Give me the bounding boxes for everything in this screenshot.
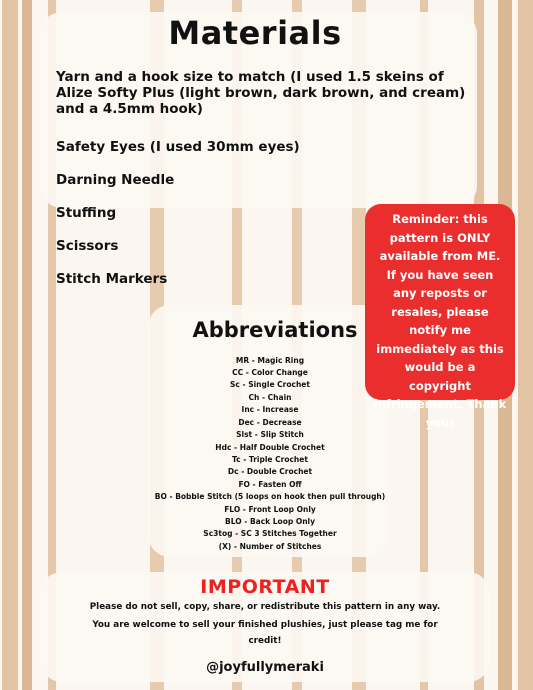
material-stitch-markers: Stitch Markers — [56, 271, 168, 287]
abbreviation-item: (X) - Number of Stitches — [218, 542, 322, 551]
materials-title: Materials — [168, 14, 342, 52]
social-handle: @joyfullymeraki — [206, 660, 324, 675]
abbreviation-item: Dec - Decrease — [238, 418, 302, 427]
abbreviation-item: Sc3tog - SC 3 Stitches Together — [203, 529, 337, 538]
material-safety-eyes: Safety Eyes (I used 30mm eyes) — [56, 139, 300, 155]
abbreviation-item: Tc - Triple Crochet — [232, 455, 308, 464]
abbreviations-title: Abbreviations — [192, 318, 358, 342]
abbreviation-item: FO - Fasten Off — [238, 480, 302, 489]
important-title: IMPORTANT — [200, 576, 330, 598]
abbreviation-item: CC - Color Change — [232, 368, 308, 377]
important-line-2: You are welcome to sell your finished plushies, just please tag me for — [92, 620, 438, 630]
important-line-1: Please do not sell, copy, share, or redistribute this pattern in any way. — [89, 602, 441, 612]
important-line-3: credit! — [248, 636, 282, 646]
abbreviation-item: Inc - Increase — [241, 405, 299, 414]
abbreviation-item: MR - Magic Ring — [235, 356, 305, 365]
abbreviation-item: FLO - Front Loop Only — [224, 505, 316, 514]
material-yarn: Yarn and a hook size to match (I used 1.5 skeins of Alize Softy Plus (light brown, dark brown, and cream) and a 4.5mm hook) — [56, 69, 466, 117]
reminder-text: Reminder: this pattern is ONLY available from ME. If you have seen any reposts or resales, please notify me immediately as this would be a copyright infringement. Thank you! — [373, 212, 507, 430]
abbreviation-item: BO - Bobble Stitch (5 loops on hook then pull through) — [154, 492, 386, 501]
material-scissors: Scissors — [56, 238, 119, 254]
abbreviation-item: Dc - Double Crochet — [227, 467, 313, 476]
abbreviation-item: BLO - Back Loop Only — [225, 517, 315, 526]
abbreviation-item: Ch - Chain — [248, 393, 292, 402]
material-stuffing: Stuffing — [56, 205, 117, 221]
abbreviation-item: Hdc - Half Double Crochet — [215, 443, 325, 452]
abbreviation-item: Sc - Single Crochet — [230, 380, 310, 389]
abbreviation-item: Slst - Slip Stitch — [236, 430, 304, 439]
material-darning-needle: Darning Needle — [56, 172, 175, 188]
